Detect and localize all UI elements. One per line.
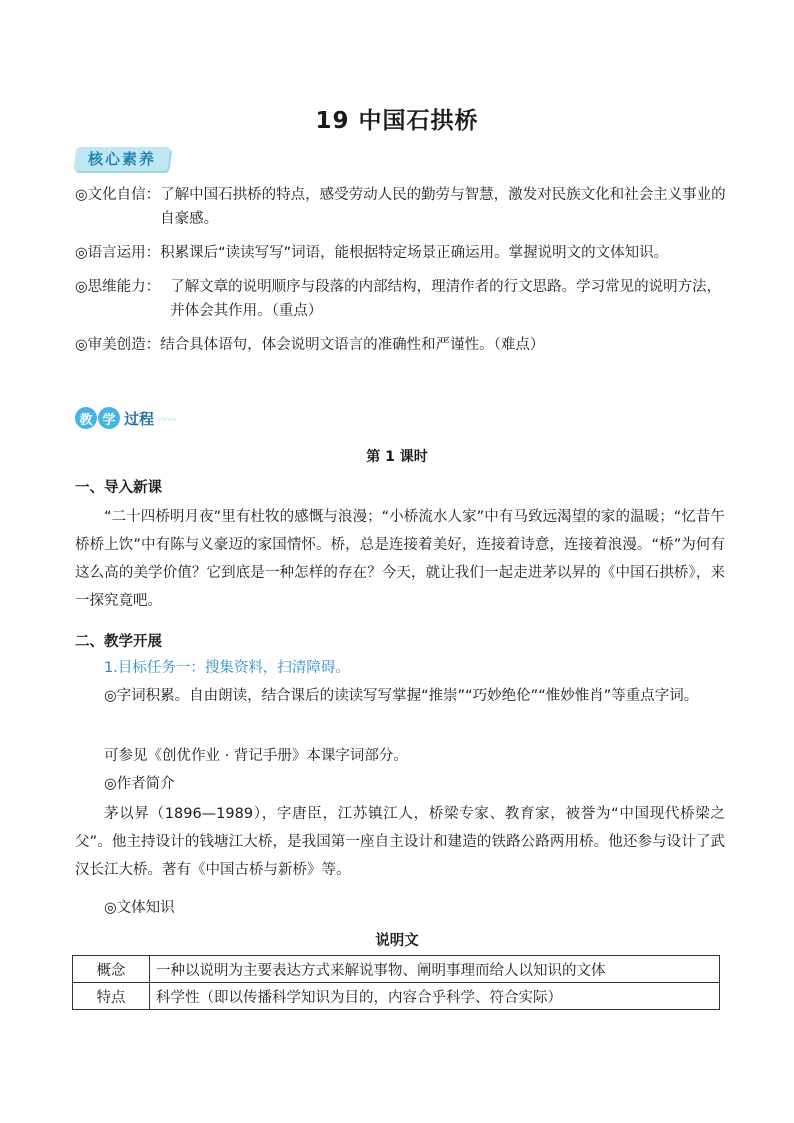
session-heading: 第 1 课时 [366, 449, 428, 465]
teaching-process-char-1: 教 [75, 407, 97, 429]
table-title: 说明文 [375, 933, 419, 949]
genre-table [72, 955, 720, 1010]
section-intro-heading: 一、导入新课 [75, 480, 162, 496]
objective-culture [75, 183, 735, 231]
objective-thinking [75, 275, 735, 323]
objective-text: 积累课后“读读写写”词语，能根据特定场景正确运用。掌握说明文的文体知识。 [160, 245, 669, 261]
section-teaching-heading: 二、教学开展 [75, 634, 162, 650]
genre-heading: ◎文体知识 [104, 900, 175, 916]
objective-text: 了解文章的说明顺序与段落的内部结构，理清作者的行文思路。学习常见的说明方法，并体会其作用。（重点） [170, 279, 722, 319]
author-paragraph: 茅以昇（1896—1989），字唐臣，江苏镇江人，桥梁专家、教育家，被誉为“中国现代桥梁之父”。他主持设计的钱塘江大桥，是我国第一座自主设计和建造的铁路公路两用桥。他还参与设计了武汉长江大桥。著有《中国古桥与新桥》等。 [75, 806, 725, 878]
vocab-paragraph: ◎字词积累。自由朗读，结合课后的读读写写掌握“推崇”“巧妙绝伦”“惟妙惟肖”等重点字词。 [104, 688, 699, 704]
reference-note: 可参见《创优作业 · 背记手册》本课字词部分。 [104, 748, 408, 764]
table-key-cell: 概念 [73, 956, 150, 983]
core-literacy-badge [73, 147, 170, 171]
table-value-cell: 科学性（即以传播科学知识为目的，内容合乎科学、符合实际） [150, 983, 720, 1010]
table-row [73, 983, 720, 1010]
objective-label: ◎思维能力： [75, 279, 161, 295]
objective-aesthetic [75, 333, 735, 357]
objective-label: ◎审美创造： [75, 337, 161, 353]
table-row [73, 956, 720, 983]
lesson-title: 19 中国石拱桥 [315, 108, 479, 134]
teaching-process-label: 过程 [124, 409, 155, 428]
target-task-one: 1.目标任务一：搜集资料，扫清障碍。 [104, 660, 350, 676]
objective-text: 了解中国石拱桥的特点，感受劳动人民的勤劳与智慧，激发对民族文化和社会主义事业的自豪感。 [160, 187, 726, 227]
wave-decoration-icon: 〰〰 [157, 414, 178, 426]
core-literacy-label: 核心素养 [87, 150, 156, 168]
table-key-cell: 特点 [73, 983, 150, 1010]
objective-label: ◎文化自信： [75, 187, 161, 203]
intro-paragraph: “二十四桥明月夜”里有杜牧的感慨与浪漫；“小桥流水人家”中有马致远渴望的家的温暖；“忆昔午桥桥上饮”中有陈与义豪迈的家国情怀。桥，总是连接着美好，连接着诗意，连接着浪漫。“桥”为何有这么高的美学价值？它到底是一种怎样的存在？今天，就让我们一起走进茅以昇的《中国石拱桥》，来一探究竟吧。 [75, 509, 725, 609]
objective-language [75, 241, 735, 265]
author-heading: ◎作者简介 [104, 776, 175, 792]
objective-label: ◎语言运用： [75, 245, 161, 261]
table-value-cell: 一种以说明为主要表达方式来解说事物、阐明事理而给人以知识的文体 [150, 956, 720, 983]
objectives-list [75, 183, 735, 357]
teaching-process-char-2: 学 [98, 407, 120, 429]
objective-text: 结合具体语句，体会说明文语言的准确性和严谨性。（难点） [160, 337, 545, 353]
teaching-process-header [75, 406, 177, 430]
